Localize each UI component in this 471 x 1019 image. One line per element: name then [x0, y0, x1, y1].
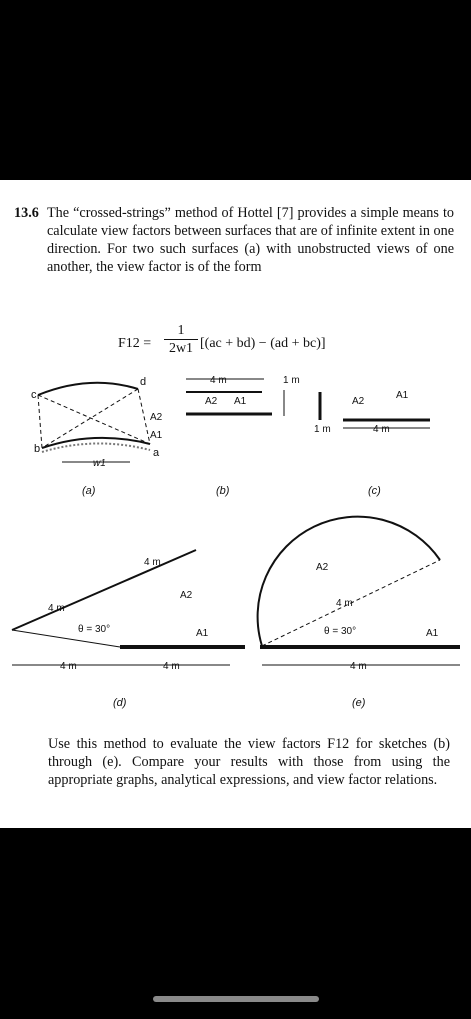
surface-a1-hatch	[42, 443, 150, 452]
string-cb	[38, 395, 42, 448]
b-label-1m: 1 m	[283, 375, 300, 386]
e-label-4m-chord: 4 m	[336, 598, 353, 609]
label-b: b	[34, 443, 41, 455]
formula-denominator: 2w1	[168, 341, 194, 356]
d-label-a1: A1	[196, 628, 209, 639]
formula-rhs: [(ac + bd) − (ad + bc)]	[200, 336, 326, 351]
figure-e	[258, 517, 460, 709]
closing-instructions: Use this method to evaluate the view factors F12 for sketches (b) through (e). Compare your results with those from using the appropriate graphs, analytical expressions, and view factor relations.	[48, 736, 450, 788]
label-a: a	[153, 447, 160, 459]
textbook-page	[0, 180, 471, 828]
d-label-a2: A2	[180, 590, 193, 601]
caption-e: (e)	[352, 697, 366, 709]
label-a1: A1	[150, 430, 163, 441]
c-label-a2: A2	[352, 396, 365, 407]
figure-c	[314, 390, 430, 497]
formula-lhs: F12 =	[118, 336, 152, 351]
label-c: c	[31, 389, 37, 401]
e-label-theta: θ = 30°	[324, 626, 357, 637]
c-label-a1: A1	[396, 390, 409, 401]
home-indicator[interactable]	[153, 996, 319, 1002]
d-label-4m-left: 4 m	[48, 603, 65, 614]
string-ca	[38, 395, 150, 444]
e-label-a2: A2	[316, 562, 329, 573]
d-label-4m-bottom-right: 4 m	[163, 661, 180, 672]
problem-number: 13.6	[14, 205, 39, 221]
c-label-1m: 1 m	[314, 424, 331, 435]
view-factor-formula	[118, 322, 368, 366]
string-da	[138, 389, 150, 444]
label-d: d	[140, 376, 147, 388]
d-label-4m-bottom-left: 4 m	[60, 661, 77, 672]
problem-block	[14, 204, 454, 276]
e-label-a1: A1	[426, 628, 439, 639]
c-label-4m: 4 m	[373, 424, 390, 435]
d-label-theta: θ = 30°	[78, 624, 111, 635]
caption-c: (c)	[368, 485, 381, 497]
e-label-4m-bottom: 4 m	[350, 661, 367, 672]
surface-a2-curve	[38, 383, 138, 395]
d-label-4m-top: 4 m	[144, 557, 161, 568]
formula-numerator: 1	[164, 322, 198, 340]
figure-d	[12, 550, 245, 709]
figure-a	[31, 376, 163, 497]
figure-sketches	[0, 370, 471, 720]
problem-statement: The “crossed-strings” method of Hottel [7] provides a simple means to calculate view factors between surfaces that are of infinite extent in one direction. For two such surfaces (a) with unobstructed views of one another, the view factor is of the form	[47, 205, 454, 275]
b-label-a1: A1	[234, 396, 247, 407]
label-a2: A2	[150, 412, 163, 423]
caption-a: (a)	[82, 485, 96, 497]
label-w1: w1	[93, 458, 106, 469]
figure-b	[186, 375, 300, 497]
d-surface-a2	[12, 550, 196, 630]
b-label-a2: A2	[205, 396, 218, 407]
caption-d: (d)	[113, 697, 127, 709]
caption-b: (b)	[216, 485, 230, 497]
b-label-4m: 4 m	[210, 375, 227, 386]
formula-fraction	[164, 322, 198, 358]
